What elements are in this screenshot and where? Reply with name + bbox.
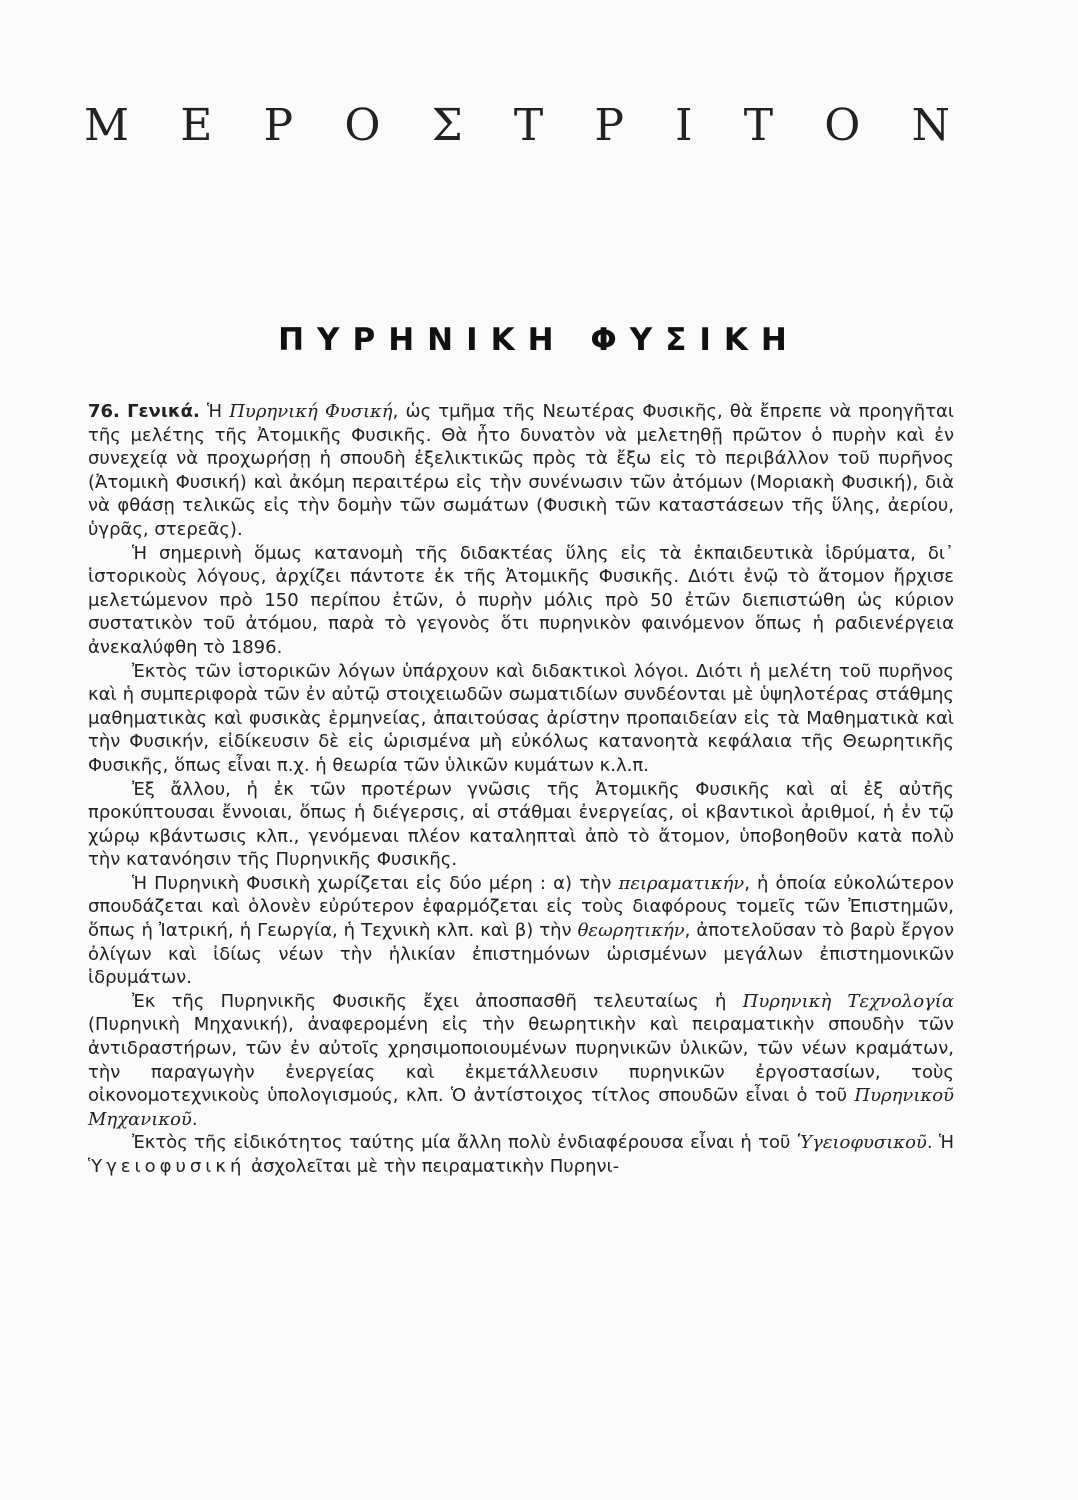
text-run: . Ἡ	[926, 1132, 955, 1154]
text-run: ἀσχολεῖται μὲ τὴν πειραματικὴν Πυρηνι-	[245, 1156, 620, 1177]
paragraph: Ἐκτὸς τῶν ἱστορικῶν λόγων ὑπάρχουν καὶ διδακτικοὶ λόγοι. Διότι ἡ μελέτη τοῦ πυρῆνος καὶ ἡ συμπεριφορὰ τῶν ἐν αὐτῷ στοιχειωδῶν σωματιδίων συνδέονται μὲ ὑψηλοτέρας στάθμης μαθηματικὰς καὶ φυσικὰς ἑρμηνείας, ἀπαιτούσας ἀρίστην προπαιδείαν εἰς τὰ Μαθηματικὰ καὶ τὴν Φυσικήν, εἰδίκευσιν δὲ εἰς ὡρισμένα μὴ εὐκόλως κατανοητὰ κεφάλαια τῆς Θεωρητικῆς Φυσικῆς, ὅπως εἶναι π.χ. ἡ θεωρία τῶν ὑλικῶν κυμάτων κ.λ.π.	[88, 660, 954, 776]
text-run: Ἐκτὸς τῆς εἰδικότητος ταύτης μία ἄλλη πολὺ ἐνδιαφέρουσα εἶναι ἡ τοῦ	[132, 1132, 797, 1154]
section-number: 76.	[88, 401, 120, 422]
text-run: Ἡ Πυρηνικὴ Φυσικὴ χωρίζεται εἰς δύο μέρη : α) τὴν	[132, 872, 619, 894]
part-title-letter: Ε	[180, 100, 213, 151]
part-title-letter: Ν	[911, 100, 950, 151]
italic-term: θεωρητικήν	[577, 920, 685, 942]
section-heading: Γενικά.	[127, 401, 200, 422]
paragraph	[88, 990, 954, 1132]
text-run: , ἀποτελοῦσαν τὸ βαρὺ ἔργον ὀλίγων καὶ ἰδίως νέων τὴν ἡλικίαν ἐπιστημόνων ὡρισμένων μεγάλων ἐπιστημονικῶν ἱδρυμάτων.	[88, 920, 955, 989]
italic-term: πειραματικήν	[618, 872, 745, 894]
part-title-letter: Τ	[513, 100, 544, 151]
part-title-letter: Τ	[743, 100, 774, 151]
text-run: Ἡ	[199, 401, 230, 422]
italic-term: Πυρηνικὴ Τεχνολογία	[742, 990, 954, 1012]
paragraph	[88, 400, 954, 542]
body-text	[88, 400, 954, 1179]
paragraph	[88, 872, 954, 990]
text-run: (Πυρηνικὴ Μηχανική), ἀναφερομένη εἰς τὴν θεωρητικὴν καὶ πειραματικὴν σπουδὴν τῶν ἀντιδραστήρων, τῶν ἐν αὐτοῖς χρησιμοποιουμένων πυρηνικῶν ὑλικῶν, τῶν νέων κραμάτων, τὴν παραγωγὴν ἐνεργείας καὶ ἐκμετάλλευσιν πυρηνικῶν ἐργοστασίων, τοὺς οἰκονομοτεχνικοὺς ὑπολογισμούς, κλπ. Ὁ ἀντίστοιχος τίτλος σπουδῶν εἶναι ὁ τοῦ	[88, 1014, 954, 1107]
text-run: .	[191, 1108, 198, 1130]
part-title-letter: Ο	[344, 100, 381, 151]
text-run: , ἡ ὁποία εὐκολώτερον σπουδάζεται καὶ ὁλονὲν εὐρύτερον ἐφαρμόζεται εἰς τοὺς διαφόρους τομεῖς τῶν Ἐπιστημῶν, ὅπως ἡ Ἰατρική, ἡ Γεωργία, ἡ Τεχνικὴ κλπ. καὶ β) τὴν	[88, 872, 954, 942]
part-title-letter: Μ	[84, 100, 130, 151]
text-run: , ὡς τμῆμα τῆς Νεωτέρας Φυσικῆς, θὰ ἔπρεπε νὰ προηγῆται τῆς μελέτης τῆς Ἀτομικῆς Φυσικῆς. Θὰ ἦτο δυνατὸν νὰ μελετηθῇ πρῶτον ὁ πυρὴν καὶ ἐν συνεχείᾳ νὰ προχωρήσῃ ἡ σπουδὴ ἐξελικτικῶς πρὸς τὰ ἔξω εἰς τὸ περιβάλλον τοῦ πυρῆνος (Ἀτομικὴ Φυσική) καὶ ἀκόμη περαιτέρω εἰς τὴν συνένωσιν τῶν ἀτόμων (Μοριακὴ Φυσική), διὰ νὰ φθάσῃ τελικῶς εἰς τὴν δομὴν τῶν σωμάτων (Φυσικὴ τῶν καταστάσεων τῆς ὕλης, ἀερίου, ὑγρᾶς, στερεᾶς).	[88, 401, 954, 540]
paragraph: Ἡ σημερινὴ ὅμως κατανομὴ τῆς διδακτέας ὕλης εἰς τὰ ἐκπαιδευτικὰ ἱδρύματα, δι᾿ ἱστορικοὺς λόγους, ἀρχίζει πάντοτε ἐκ τῆς Ἀτομικῆς Φυσικῆς. Διότι ἐνῷ τὸ ἄτομον ἤρχισε μελετώμενον πρὸ 150 περίπου ἐτῶν, ὁ πυρὴν μόλις πρὸ 50 ἐτῶν διεπιστώθη ὡς κύριον συστατικὸν τοῦ ἀτόμου, παρὰ τὸ γεγονὸς ὅτι πυρηνικὸν φαινόμενον ὅπως ἡ ραδιενέργεια ἀνεκαλύφθη τὸ 1896.	[88, 542, 954, 658]
italic-term: Πυρηνική Φυσική	[229, 401, 393, 422]
part-title-letter: Ρ	[594, 100, 624, 151]
paragraph: Ἐξ ἄλλου, ἡ ἐκ τῶν προτέρων γνῶσις τῆς Ἀτομικῆς Φυσικῆς καὶ αἱ ἐξ αὐτῆς προκύπτουσαι ἔννοιαι, ὅπως ἡ διέγερσις, αἱ στάθμαι ἐνεργείας, οἱ κβαντικοὶ ἀριθμοί, ἡ ἐν τῷ χώρῳ κβάντωσις κλπ., γενόμεναι πλέον καταληπταὶ ἀπὸ τὸ ἄτομον, ὑποβοηθοῦν κατὰ πολὺ τὴν κατανόησιν τῆς Πυρηνικῆς Φυσικῆς.	[88, 778, 954, 871]
part-title	[84, 100, 950, 151]
paragraph	[88, 1131, 954, 1178]
italic-term: Πυρηνικοῦ Μηχανικοῦ	[88, 1085, 954, 1130]
part-title-letter: Ρ	[263, 100, 294, 151]
part-title-letter: Ο	[824, 100, 861, 151]
italic-term: Ὑγειοφυσικοῦ	[796, 1132, 927, 1154]
spaced-term: Ὑγειοφυσική	[88, 1156, 246, 1177]
section-title: ΠΥΡΗΝΙΚΗ ΦΥΣΙΚΗ	[278, 322, 800, 358]
text-run: Ἐκ τῆς Πυρηνικῆς Φυσικῆς ἔχει ἀποσπασθῆ τελευταίως ἡ	[132, 990, 743, 1012]
part-title-letter: Σ	[431, 100, 463, 151]
part-title-letter: Ι	[675, 100, 693, 151]
